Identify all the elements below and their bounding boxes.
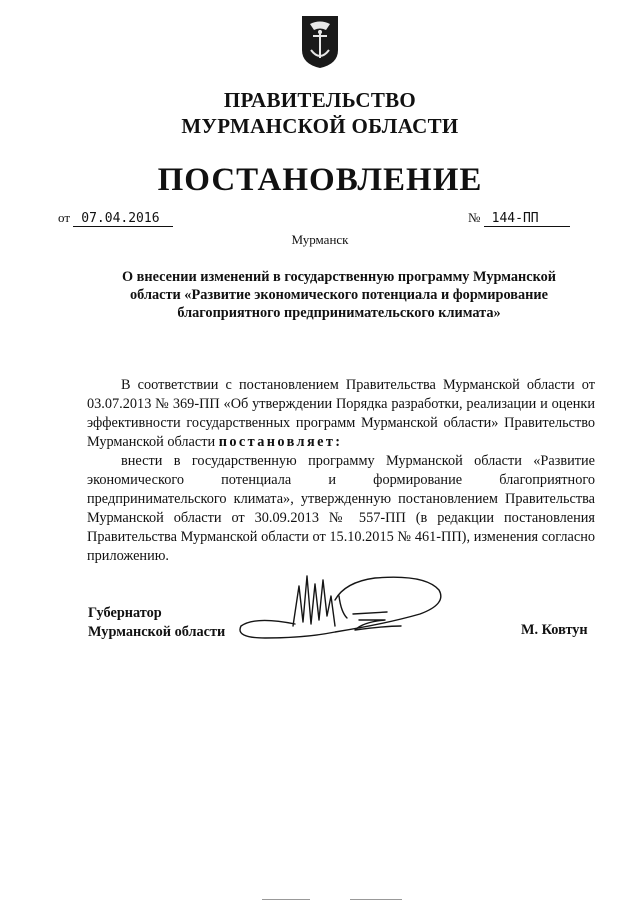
- signatory-title-line1: Губернатор: [88, 605, 162, 621]
- document-subject: О внесении изменений в государственную программу Мурманской области «Развитие экономического потенциала и формирование благоприятного предпринимательского климата»: [121, 269, 557, 321]
- footer-mark: [350, 899, 402, 900]
- number-value: 144-ПП: [484, 211, 570, 227]
- coat-of-arms-icon: [300, 14, 340, 70]
- body-paragraph-2: внести в государственную программу Мурманской области «Развитие экономического потенциала и формирование благоприятного предпринимательского климата», утвержденную постановлением Правительства Мурманской области от 30.09.2013 № 557-ПП (в редакции постановления Правительства Мурманской области от 15.10.2015 № 461-ПП), изменения согласно приложению.: [87, 453, 595, 564]
- document-body: [87, 376, 595, 566]
- signatory-title: [88, 604, 225, 641]
- date-value: 07.04.2016: [73, 211, 173, 227]
- decree-word: постановляет:: [218, 434, 343, 450]
- government-name-line1: ПРАВИТЕЛЬСТВО: [223, 88, 417, 112]
- date-prefix: от: [58, 210, 71, 225]
- number-field: [468, 210, 570, 227]
- signatory-name: М. Ковтун: [521, 622, 588, 638]
- government-name-line2: МУРМАНСКОЙ ОБЛАСТИ: [181, 114, 459, 138]
- preamble-text: В соответствии с постановлением Правительства Мурманской области от 03.07.2013 № 369-ПП «Об утверждении Порядка разработки, реализации и оценки эффективности государственных программ Мурманской области» Правительство Мурманской области: [87, 377, 595, 450]
- document-type: ПОСТАНОВЛЕНИЕ: [157, 162, 483, 198]
- city: Мурманск: [291, 232, 349, 247]
- number-prefix: №: [468, 210, 481, 225]
- date-field: [58, 210, 173, 227]
- signatory-title-line2: Мурманской области: [88, 623, 226, 640]
- signature-icon: [235, 566, 447, 650]
- footer-mark: [262, 899, 310, 900]
- body-paragraph-1: [87, 376, 595, 452]
